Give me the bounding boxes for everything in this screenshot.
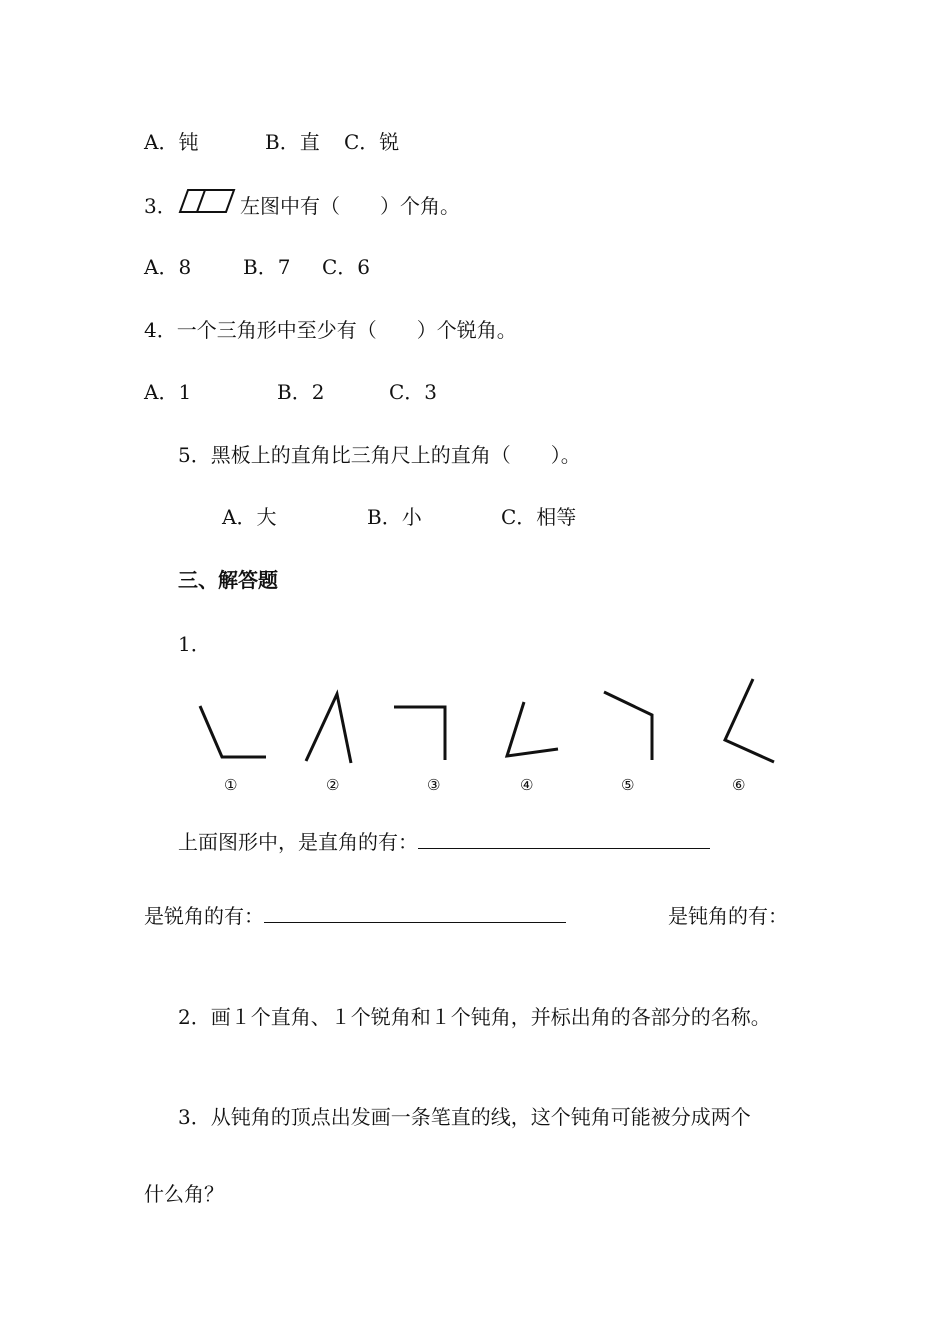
figure-label-4: ④ [520,776,534,794]
q5-option-c: C．相等 [501,505,577,529]
angle-6 [725,679,774,762]
q2-option-a: A．钝 [144,130,199,154]
angle-3 [394,707,445,760]
right-angle-label: 上面图形中，是直角的有： [178,830,418,854]
q5-option-b: B．小 [367,505,422,529]
figure-label-6: ⑥ [732,776,746,794]
right-angle-answer-blank[interactable] [418,828,710,849]
acute-angle-label: 是锐角的有： [144,904,264,928]
figure-label-5: ⑤ [621,776,635,794]
q4-option-c: C．3 [389,380,438,404]
q4-text: 4．一个三角形中至少有（ ）个锐角。 [144,318,517,342]
q4-option-b: B．2 [277,380,325,404]
q2-option-c: C．锐 [344,130,400,154]
p3-text-line2: 什么角？ [144,1182,224,1206]
p3-text-line1: 3．从钝角的顶点出发画一条笔直的线，这个钝角可能被分成两个 [178,1105,751,1129]
angle-4 [507,702,558,756]
q3-text: 左图中有（ ）个角。 [240,194,460,218]
q3-option-a: A．8 [144,255,192,279]
obtuse-angle-label: 是钝角的有： [668,904,788,928]
p2-text: 2．画１个直角、１个锐角和１个钝角，并标出角的各部分的名称。 [178,1005,771,1029]
figure-label-2: ② [326,776,340,794]
q3-number: 3． [144,194,177,218]
angle-2 [306,694,351,763]
angle-1 [200,706,266,757]
figure-label-3: ③ [427,776,441,794]
figure-label-1: ① [224,776,238,794]
q3-option-b: B．7 [243,255,291,279]
p1-number: 1． [178,632,211,656]
acute-angle-answer-blank[interactable] [264,902,566,923]
q2-option-b: B．直 [265,130,320,154]
q4-option-a: A．1 [144,380,192,404]
section-title: 三、解答题 [178,568,278,592]
q3-option-c: C．6 [322,255,371,279]
q5-option-a: A．大 [222,505,277,529]
angle-5 [604,692,652,760]
q5-text: 5．黑板上的直角比三角尺上的直角（ ）。 [178,443,581,467]
